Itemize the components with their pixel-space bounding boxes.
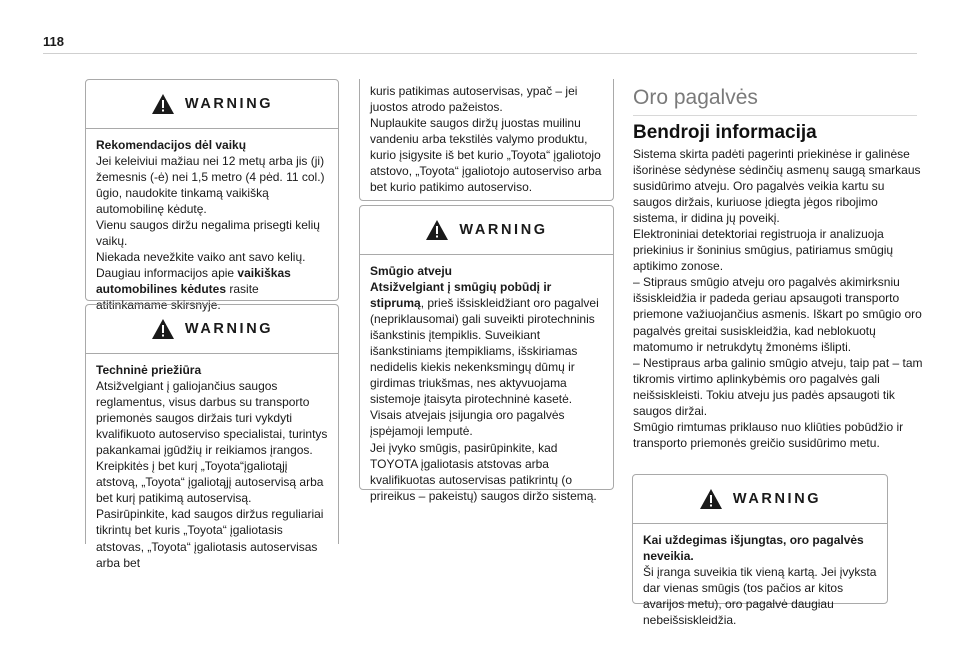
- warning-title: WARNING: [732, 491, 822, 507]
- warning-title: WARNING: [184, 96, 274, 112]
- text-run: Pasirūpinkite, kad saugos diržus reguliariai tikrintų bet kuris „Toyota“ įgaliotasis atstovas, „Toyota“ įgaliotasis autoservisas arba bet: [96, 507, 324, 570]
- warning-title: WARNING: [184, 321, 274, 337]
- warning-paragraph: [370, 83, 603, 115]
- warning-header: [360, 206, 613, 255]
- warning-paragraph: [96, 217, 328, 249]
- warning-paragraph: [643, 564, 877, 628]
- warning-paragraph: [96, 362, 328, 378]
- warning-header: [86, 305, 338, 354]
- warning-triangle-icon: [151, 318, 175, 340]
- section-paragraph: Sistema skirta padėti pagerinti priekinėse ir galinėse išorinėse sėdynėse sėdinčių asmenų saugą smarkaus susidūrimo atveju. Oro pagalvės veikia kartu su saugos diržais, kuriuose įdiegta jėgos ribojimo sistema, ir didina jų poveikį.: [633, 147, 921, 226]
- warning-body: [86, 129, 338, 314]
- bold-text: vaikiškas automobilines kėdutes: [96, 266, 291, 297]
- bold-text: Atsižvelgiant į smūgių pobūdį ir stiprumą: [370, 280, 552, 311]
- warning-body: [360, 255, 613, 504]
- section-paragraph: – Nestipraus arba galinio smūgio atveju, taip pat – tam tikromis virtimo aplinkybėmis oro pagalvės gali neišsiskleisti. Tokiu atveju jus padės apsaugoti tik saugos diržai.: [633, 355, 923, 418]
- subsection-title: Bendroji informacija: [633, 122, 817, 143]
- bold-text: Smūgio atveju: [370, 264, 453, 278]
- text-run: rasite atitinkamame skirsnyje.: [96, 282, 259, 313]
- warning-box-impact: [359, 205, 614, 503]
- warning-triangle-icon: [151, 93, 175, 115]
- warning-title: WARNING: [459, 222, 548, 238]
- text-run: kuris patikimas autoservisas, ypač – jei juostos atrodo pažeistos.: [370, 84, 578, 115]
- warning-box-child-restraints: [85, 79, 339, 313]
- section-paragraph: – Stipraus smūgio atveju oro pagalvės akimirksniu išsiskleidžia ir padeda geriau apsaugoti transporto priemone važiuojančius asmenis. Iškart po smūgio oro pagalvės greitai susiskleidžia, kad neblokuotų matomumo ir netrukdytų žmonėms išlipti.: [633, 275, 922, 354]
- section-paragraph: Elektroniniai detektoriai registruoja ir analizuoja priekinius ir šoninius smūgius, patiriamus smūgių aptikimo zonose.: [633, 227, 894, 274]
- warning-body: [633, 524, 887, 628]
- text-run: Niekada nevežkite vaiko ant savo kelių.: [96, 250, 306, 265]
- warning-header: [633, 475, 887, 524]
- header-divider: [43, 53, 917, 54]
- warning-paragraph: [370, 115, 603, 195]
- warning-paragraph: [96, 506, 328, 570]
- text-run: Nuplaukite saugos diržų juostas muilinu vandeniu arba tekstilės valymo produktu, kurio įsigysite iš bet kurio „Toyota“ įgaliotojo atstovo, „Toyota“ įgaliotojo autoserviso arba bet kurio patikimo autoserviso.: [370, 116, 602, 195]
- warning-triangle-icon: [699, 488, 723, 510]
- section-body: [633, 146, 923, 451]
- warning-header: [86, 80, 338, 129]
- bold-text: Rekomendacijos dėl vaikų: [96, 138, 247, 152]
- warning-box-maintenance: [85, 304, 339, 570]
- section-paragraph: Smūgio rimtumas priklauso nuo kliūties pobūdžio ir transporto priemonės greičio susidūrimo metu.: [633, 419, 904, 450]
- warning-paragraph: [370, 440, 603, 504]
- warning-paragraph: [96, 458, 328, 506]
- text-run: Jei įvyko smūgis, pasirūpinkite, kad TOYOTA įgaliotasis atstovas arba kvalifikuotas autoservisas patikrintų (o prireikus – pakeistų) saugos diržo sistemą.: [370, 440, 597, 503]
- text-run: Ši įranga suveikia tik vieną kartą. Jei įvyksta dar vienas smūgis (tos pačios ar kitos avarijos metu), oro pagalvė daugiau nebeišsiskleidžia.: [643, 565, 877, 628]
- warning-paragraph: [370, 279, 603, 407]
- warning-paragraph: [370, 263, 603, 279]
- warning-paragraph: [96, 378, 328, 458]
- text-run: Vienu saugos diržu negalima prisegti kelių vaikų.: [96, 218, 320, 249]
- page-number: 118: [43, 34, 64, 49]
- bold-text: Kai uždegimas išjungtas, oro pagalvės neveikia.: [643, 533, 864, 564]
- text-run: Kreipkitės į bet kurį „Toyota“įgaliotąjį atstovą, „Toyota“ įgaliotąjį autoservisą arba bet kurį patikimą autoservisą.: [96, 459, 324, 506]
- warning-paragraph: [96, 249, 328, 265]
- text-run: Visais atvejais įsijungia oro pagalvės įspėjamoji lemputė.: [370, 408, 565, 439]
- bold-text: Techninė priežiūra: [96, 363, 202, 377]
- warning-box-maintenance-continued: [359, 79, 614, 201]
- text-run: Atsižvelgiant į galiojančius saugos reglamentus, visus darbus su transporto priemonės saugos diržais turi vykdyti kvalifikuoto autoserviso specialistai, turintys pakankamai įgūdžių ir reikiamos įrangos.: [96, 379, 328, 458]
- warning-paragraph: [96, 137, 328, 153]
- text-run: Jei keleiviui mažiau nei 12 metų arba jis (ji) žemesnis (-ė) nei 1,5 metro (4 pėd. 11 col.) ūgio, naudokite tinkamą vaikišką automobilinę kėdutę.: [96, 154, 325, 217]
- section-title: Oro pagalvės: [633, 86, 758, 109]
- warning-box-ignition: [632, 474, 888, 628]
- section-divider: [633, 115, 917, 116]
- warning-paragraph: [643, 532, 877, 564]
- warning-paragraph: [96, 153, 328, 217]
- text-run: , prieš išsiskleidžiant oro pagalvei (nepriklausomai) gali suveikti pirotechninis išankstinis įtempiklis. Suveikiant išankstiniams įtempikliams, išskiriamas nedidelis kiekis nekenksmingų dūmų ir girdimas triukšmas, nes aktyvuojama sistemoje įtaisyta pirotechninė kasetė.: [370, 296, 599, 407]
- warning-body: [86, 354, 338, 571]
- text-run: Daugiau informacijos apie: [96, 266, 238, 281]
- warning-triangle-icon: [425, 219, 449, 241]
- warning-body: [360, 79, 613, 195]
- warning-paragraph: [370, 407, 603, 439]
